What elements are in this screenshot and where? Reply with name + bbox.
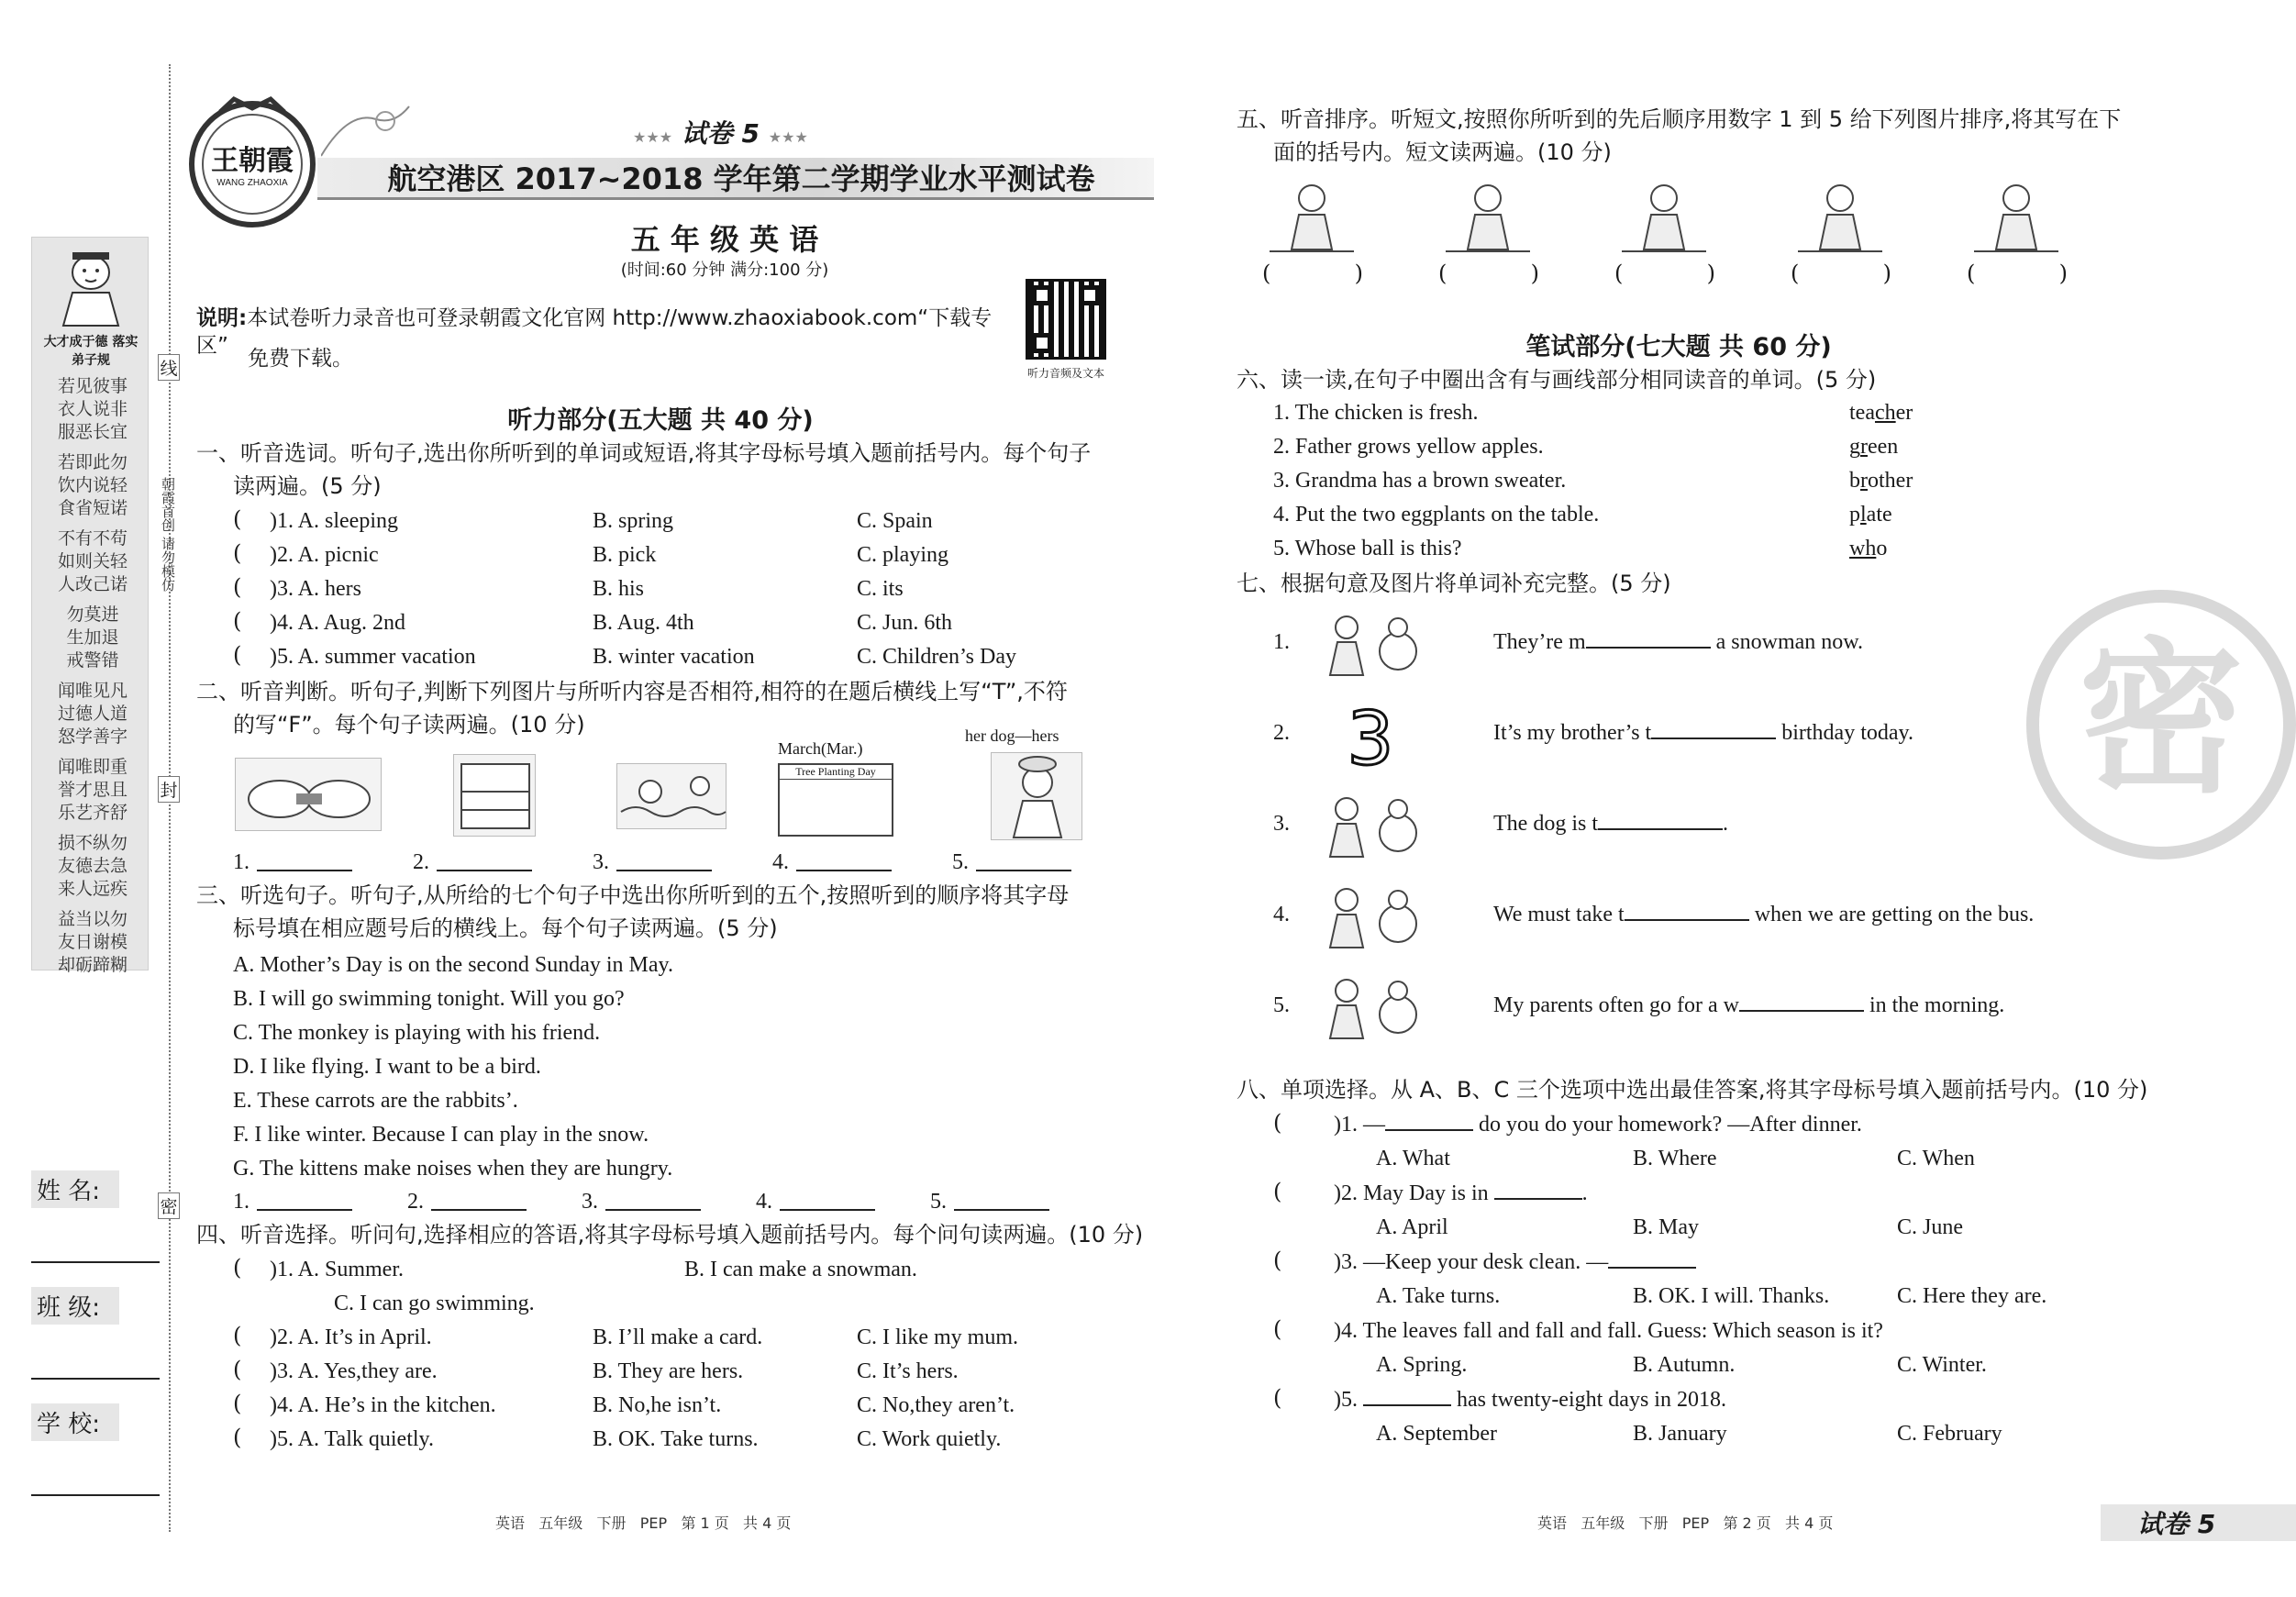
q6-word-underlined: wh bbox=[1849, 537, 1877, 560]
seal-char-xian: 线 bbox=[158, 354, 180, 381]
q8-question bbox=[1334, 1316, 1883, 1346]
q8-option-a: A. Take turns. bbox=[1376, 1284, 1501, 1308]
q7-sentence bbox=[1493, 900, 2034, 929]
q7-sentence bbox=[1493, 991, 2004, 1020]
name-field[interactable] bbox=[31, 1208, 160, 1263]
footer-tag: 试卷 5 bbox=[2137, 1509, 2216, 1539]
q7-text: in the morning. bbox=[1863, 993, 2005, 1017]
motto-line: 乐艺齐舒 bbox=[57, 803, 128, 823]
motto-line: 友日谢模 bbox=[57, 932, 128, 952]
q1-option-a: )1. A. sleeping bbox=[270, 509, 398, 533]
q8-question bbox=[1334, 1385, 1726, 1414]
q6-sentence: 5. Whose ball is this? bbox=[1273, 537, 1462, 560]
star-icon: ★★★ bbox=[768, 128, 808, 146]
motto-line: 过德人道 bbox=[57, 704, 128, 724]
q6-word-part: een bbox=[1868, 435, 1899, 459]
q3-title: 三、听选句子。听句子,从所给的七个句子中选出你所听到的五个,按照听到的顺序将其字母 bbox=[196, 882, 1070, 908]
q7-text: My parents often go for a bbox=[1493, 993, 1724, 1017]
q7-picture bbox=[1310, 878, 1438, 951]
q5-picture bbox=[1266, 176, 1358, 255]
logo-sub: WANG ZHAOXIA bbox=[216, 178, 288, 188]
q4-option-c: C. It’s hers. bbox=[857, 1359, 959, 1383]
q1-option-c: C. its bbox=[857, 577, 904, 601]
q6-title: 六、读一读,在句子中圈出含有与画线部分相同读音的单词。(5 分) bbox=[1237, 367, 1877, 393]
q6-sentence: 1. The chicken is fresh. bbox=[1273, 401, 1479, 425]
qr-code[interactable] bbox=[1026, 279, 1106, 360]
q8-answer-blank[interactable] bbox=[1385, 1111, 1473, 1131]
q5-picture bbox=[1794, 176, 1886, 255]
q7-picture bbox=[1310, 605, 1438, 679]
motto-line: 生加退 bbox=[66, 627, 119, 648]
motto-line: 闻唯即重 bbox=[57, 757, 128, 777]
motto-panel bbox=[31, 237, 149, 975]
note-line-2: 免费下载。 bbox=[248, 347, 353, 371]
q2-title-2: 的写“F”。每个句子读两遍。(10 分) bbox=[233, 712, 585, 738]
q6-word-part: p bbox=[1849, 503, 1860, 527]
q8-question-text: . bbox=[1581, 1181, 1588, 1205]
q3-number: 1. bbox=[233, 1190, 250, 1214]
answer-paren[interactable]: ( bbox=[233, 608, 242, 634]
motto-line: 衣人说非 bbox=[57, 399, 128, 419]
q8-option-c: C. Winter. bbox=[1897, 1353, 1987, 1377]
q3-answer-blank[interactable] bbox=[605, 1209, 701, 1211]
q2-number: 3. bbox=[593, 850, 609, 874]
q7-number: 4. bbox=[1273, 903, 1290, 926]
q8-question bbox=[1334, 1110, 1862, 1139]
motto-line: 戒警错 bbox=[66, 650, 119, 671]
q8-answer-blank[interactable] bbox=[1363, 1386, 1451, 1406]
q2-label-her-dog: her dog—hers bbox=[965, 726, 1059, 745]
q8-option-a: A. Spring. bbox=[1376, 1353, 1468, 1377]
motto-line: 闻唯见凡 bbox=[57, 681, 128, 701]
motto-title: 大才成于德 落实弟子规 bbox=[43, 335, 139, 368]
q8-option-b: B. Where bbox=[1633, 1147, 1717, 1170]
q7-title: 七、根据句意及图片将单词补充完整。(5 分) bbox=[1237, 571, 1671, 596]
answer-paren[interactable]: ( bbox=[233, 1255, 242, 1281]
q8-answer-blank[interactable] bbox=[1494, 1180, 1582, 1200]
q7-text: The dog is bbox=[1493, 812, 1592, 836]
q7-text: when we are getting on the bus. bbox=[1748, 903, 2035, 926]
scholar-figure bbox=[52, 245, 129, 329]
q7-number: 3. bbox=[1273, 812, 1290, 836]
q3-number: 5. bbox=[930, 1190, 947, 1214]
q7-sentence bbox=[1493, 809, 1728, 838]
brand-logo bbox=[183, 95, 321, 233]
q8-option-c: C. February bbox=[1897, 1422, 2002, 1446]
q4-option-b: B. I’ll make a card. bbox=[593, 1325, 763, 1349]
motto-line: 怒学善字 bbox=[57, 726, 128, 747]
q1-option-b: B. pick bbox=[593, 543, 657, 567]
q2-answer-blank[interactable] bbox=[437, 870, 532, 871]
q2-answer-blank[interactable] bbox=[976, 870, 1071, 871]
q8-option-c: C. June bbox=[1897, 1215, 1963, 1239]
q4-option-b: B. No,he isn’t. bbox=[593, 1393, 722, 1417]
q7-first-letter: t bbox=[1592, 812, 1598, 836]
q8-option-b: B. Autumn. bbox=[1633, 1353, 1736, 1377]
q1-option-c: C. Jun. 6th bbox=[857, 611, 953, 635]
answer-paren[interactable]: ( bbox=[1273, 1316, 1282, 1342]
q3-sentence: A. Mother’s Day is on the second Sunday in May. bbox=[233, 953, 673, 977]
q8-items bbox=[1273, 1110, 2246, 1458]
q7-sentence bbox=[1493, 718, 1913, 748]
q2-number: 1. bbox=[233, 850, 250, 874]
q3-sentence: E. These carrots are the rabbits’. bbox=[233, 1089, 518, 1113]
q3-number: 3. bbox=[582, 1190, 598, 1214]
q7-answer-blank[interactable] bbox=[1625, 901, 1749, 921]
footer-right: 英语 五年级 下册 PEP 第 2 页 共 4 页 bbox=[1537, 1514, 1834, 1532]
q2-number: 4. bbox=[772, 850, 789, 874]
answer-paren[interactable]: ( bbox=[1273, 1110, 1282, 1136]
q7-answer-blank[interactable] bbox=[1586, 628, 1711, 649]
time-info: (时间:60 分钟 满分:100 分) bbox=[620, 261, 829, 280]
q1-title: 一、听音选词。听句子,选出你所听到的单词或短语,将其字母标号填入题前括号内。每个句子 bbox=[196, 440, 1092, 466]
motto-line: 如则关轻 bbox=[57, 551, 128, 571]
q6-word-part: g bbox=[1849, 435, 1860, 459]
q4-title: 四、听音选择。听问句,选择相应的答语,将其字母标号填入题前括号内。每个问句读两遍。(10 分) bbox=[196, 1222, 1144, 1248]
q4-option-c: C. I can go swimming. bbox=[334, 1292, 535, 1315]
motto-line: 食省短诺 bbox=[57, 498, 128, 518]
q7-number: 5. bbox=[1273, 993, 1290, 1017]
q5-answer-paren[interactable]: ( ) bbox=[1614, 261, 1715, 286]
q5-picture bbox=[1618, 176, 1710, 255]
q3-answer-blank[interactable] bbox=[780, 1209, 875, 1211]
q6-word-part: other bbox=[1868, 469, 1913, 493]
answer-paren[interactable]: ( bbox=[233, 642, 242, 668]
q1-option-a: )3. A. hers bbox=[270, 577, 361, 601]
q3-sentences bbox=[233, 948, 1150, 1186]
q6-items bbox=[1273, 398, 2282, 572]
q4-option-a: )4. A. He’s in the kitchen. bbox=[270, 1393, 496, 1417]
q1-option-b: B. spring bbox=[593, 509, 674, 533]
q8-answer-blank[interactable] bbox=[1608, 1248, 1696, 1269]
q8-option-a: A. April bbox=[1376, 1215, 1448, 1239]
q7-first-letter: m bbox=[1568, 630, 1586, 654]
q4-option-c: C. Work quietly. bbox=[857, 1427, 1002, 1451]
q6-key-word bbox=[1849, 500, 1892, 529]
q7-picture bbox=[1310, 787, 1438, 860]
q1-option-c: C. Spain bbox=[857, 509, 933, 533]
motto-line: 服恶长宜 bbox=[57, 422, 128, 442]
q5-title-2: 面的括号内。短文读两遍。(10 分) bbox=[1273, 139, 1612, 165]
q6-word-part: ate bbox=[1866, 503, 1892, 527]
q2-picture-dogs bbox=[235, 758, 382, 831]
q2-picture-tree-planting bbox=[778, 763, 893, 837]
q5-answer-paren[interactable]: ( ) bbox=[1791, 261, 1891, 286]
motto-line: 誉才思且 bbox=[57, 780, 128, 800]
motto-line: 友德去急 bbox=[57, 856, 128, 876]
q1-option-c: C. playing bbox=[857, 543, 948, 567]
class-field[interactable] bbox=[31, 1325, 160, 1380]
q3-sentence: C. The monkey is playing with his friend. bbox=[233, 1021, 601, 1045]
q3-answer-blank[interactable] bbox=[431, 1209, 527, 1211]
answer-paren[interactable]: ( bbox=[1273, 1385, 1282, 1411]
q1-option-b: B. winter vacation bbox=[593, 645, 755, 669]
q4-option-c: C. No,they aren’t. bbox=[857, 1393, 1015, 1417]
q2-number: 2. bbox=[413, 850, 429, 874]
q4-option-a: )1. A. Summer. bbox=[270, 1258, 405, 1281]
q8-question bbox=[1334, 1179, 1588, 1208]
motto-line: 却砺蹄糊 bbox=[57, 955, 128, 975]
q7-answer-blank[interactable] bbox=[1651, 719, 1776, 739]
q8-option-a: A. What bbox=[1376, 1147, 1450, 1170]
motto-line: 人改己诺 bbox=[57, 574, 128, 594]
answer-paren[interactable]: ( bbox=[1273, 1179, 1282, 1204]
q3-number: 4. bbox=[756, 1190, 772, 1214]
paper-tag bbox=[633, 114, 808, 150]
seal-char-feng: 封 bbox=[158, 776, 180, 803]
motto-lines bbox=[45, 375, 140, 984]
class-label: 班 级: bbox=[31, 1287, 119, 1325]
q6-word-underlined: l bbox=[1860, 503, 1867, 527]
q3-sentence: F. I like winter. Because I can play in the snow. bbox=[233, 1123, 649, 1147]
q3-sentence: B. I will go swimming tonight. Will you go? bbox=[233, 987, 625, 1011]
listening-heading: 听力部分(五大题 共 40 分) bbox=[507, 406, 814, 435]
q1-items bbox=[233, 506, 1150, 681]
paper-tag-text: 试卷 5 bbox=[681, 118, 760, 149]
q5-picture bbox=[1970, 176, 2062, 255]
footer-left: 英语 五年级 下册 PEP 第 1 页 共 4 页 bbox=[495, 1514, 792, 1532]
watermark-seal bbox=[2024, 587, 2296, 862]
q8-option-c: C. When bbox=[1897, 1147, 1975, 1170]
q8-option-b: B. OK. I will. Thanks. bbox=[1633, 1284, 1830, 1308]
name-label: 姓 名: bbox=[31, 1170, 119, 1208]
q5-answer-paren[interactable]: ( ) bbox=[1967, 261, 2068, 286]
q7-text: They’re bbox=[1493, 630, 1569, 654]
q7-text: It’s my brother’s bbox=[1493, 721, 1646, 745]
note-label: 说明: bbox=[196, 306, 248, 330]
q6-word-part: o bbox=[1876, 537, 1888, 560]
star-icon: ★★★ bbox=[633, 128, 673, 146]
q6-sentence: 4. Put the two eggplants on the table. bbox=[1273, 503, 1600, 527]
q6-word-part: er bbox=[1895, 401, 1913, 425]
q6-key-word bbox=[1849, 398, 1913, 427]
watermark-char: 密 bbox=[2078, 624, 2244, 815]
seal-notice: 朝霞首创 请勿模仿 bbox=[160, 477, 176, 592]
q1-option-a: )5. A. summer vacation bbox=[270, 645, 476, 669]
q6-key-word bbox=[1849, 466, 1913, 495]
q8-question-text: do you do your homework? —After dinner. bbox=[1473, 1113, 1862, 1137]
q3-sentence: G. The kittens make noises when they are hungry. bbox=[233, 1157, 673, 1181]
q3-title-2: 标号填在相应题号后的横线上。每个句子读两遍。(5 分) bbox=[233, 915, 778, 941]
q2-label-march: March(Mar.) bbox=[778, 739, 863, 758]
q3-answer-blank[interactable] bbox=[954, 1209, 1049, 1211]
q7-answer-blank[interactable] bbox=[1598, 810, 1723, 830]
q4-option-b: B. OK. Take turns. bbox=[593, 1427, 759, 1451]
seal-char-mi: 密 bbox=[158, 1192, 180, 1219]
q2-blanks bbox=[233, 848, 1150, 879]
qr-caption: 听力音频及文本 bbox=[1026, 367, 1104, 380]
q4-option-b: B. They are hers. bbox=[593, 1359, 744, 1383]
q7-picture bbox=[1310, 969, 1438, 1042]
q4-option-a: )3. A. Yes,they are. bbox=[270, 1359, 438, 1383]
q6-word-underlined: r bbox=[1860, 469, 1868, 493]
q6-word-part: tea bbox=[1849, 401, 1875, 425]
motto-line: 勿莫进 bbox=[66, 604, 119, 625]
q1-option-b: B. his bbox=[593, 577, 645, 601]
answer-paren[interactable]: ( bbox=[233, 506, 242, 532]
q2-picture-swimming bbox=[616, 763, 727, 829]
q2-label-tree-planting: Tree Planting Day bbox=[780, 765, 892, 780]
q6-word-underlined: r bbox=[1860, 435, 1868, 459]
q3-sentence: D. I like flying. I want to be a bird. bbox=[233, 1055, 541, 1079]
school-field[interactable] bbox=[31, 1441, 160, 1496]
answer-paren[interactable]: ( bbox=[233, 1357, 242, 1382]
q7-first-letter: t bbox=[1645, 721, 1652, 745]
q6-sentence: 3. Grandma has a brown sweater. bbox=[1273, 469, 1567, 493]
motto-line: 饮内说轻 bbox=[57, 475, 128, 495]
q8-title: 八、单项选择。从 A、B、C 三个选项中选出最佳答案,将其字母标号填入题前括号内。(10 分) bbox=[1237, 1077, 2148, 1103]
q8-question-text: has twenty-eight days in 2018. bbox=[1451, 1388, 1726, 1412]
q2-title: 二、听音判断。听句子,判断下列图片与所听内容是否相符,相符的在题后横线上写“T”,不符 bbox=[196, 679, 1068, 704]
motto-line: 益当以勿 bbox=[57, 909, 128, 929]
q7-digit-picture: 3 bbox=[1347, 696, 1394, 782]
exam-title: 航空港区 2017~2018 学年第二学期学业水平测试卷 bbox=[387, 161, 1095, 196]
q2-number: 5. bbox=[952, 850, 969, 874]
subject-title: 五 年 级 英 语 bbox=[630, 222, 819, 257]
student-info bbox=[31, 1170, 160, 1496]
motto-line: 若见彼事 bbox=[57, 376, 128, 396]
q6-word-underlined: ch bbox=[1874, 401, 1896, 425]
q2-picture-girl-dog bbox=[991, 752, 1082, 840]
q5-title: 五、听音排序。听短文,按照你所听到的先后顺序用数字 1 到 5 给下列图片排序,将其写在下 bbox=[1237, 106, 2122, 132]
q5-pictures bbox=[1262, 176, 2183, 295]
answer-paren[interactable]: ( bbox=[233, 1425, 242, 1450]
q2-answer-blank[interactable] bbox=[796, 870, 892, 871]
q1-option-a: )4. A. Aug. 2nd bbox=[270, 611, 406, 635]
q4-option-a: )2. A. It’s in April. bbox=[270, 1325, 432, 1349]
motto-line: 不有不苟 bbox=[57, 528, 128, 549]
answer-paren[interactable]: ( bbox=[233, 540, 242, 566]
q8-question-text: )2. May Day is in bbox=[1334, 1181, 1494, 1205]
motto-line: 若即此勿 bbox=[57, 452, 128, 472]
q1-title-2: 读两遍。(5 分) bbox=[233, 473, 382, 499]
answer-paren[interactable]: ( bbox=[233, 574, 242, 600]
q7-sentence bbox=[1493, 627, 1863, 657]
q7-number: 1. bbox=[1273, 630, 1290, 654]
q6-key-word bbox=[1849, 534, 1887, 563]
q6-sentence: 2. Father grows yellow apples. bbox=[1273, 435, 1544, 459]
school-label: 学 校: bbox=[31, 1403, 119, 1441]
q5-picture bbox=[1442, 176, 1534, 255]
q2-answer-blank[interactable] bbox=[616, 870, 712, 871]
q1-option-a: )2. A. picnic bbox=[270, 543, 379, 567]
q6-key-word bbox=[1849, 432, 1898, 461]
q1-option-b: B. Aug. 4th bbox=[593, 611, 694, 635]
q8-question-text: )1. — bbox=[1334, 1113, 1385, 1137]
answer-paren[interactable]: ( bbox=[233, 1391, 242, 1416]
q2-answer-blank[interactable] bbox=[257, 870, 352, 871]
q7-text: . bbox=[1723, 812, 1728, 836]
q1-option-c: C. Children’s Day bbox=[857, 645, 1016, 669]
motto-line: 损不纵勿 bbox=[57, 833, 128, 853]
q4-option-c: C. I like my mum. bbox=[857, 1325, 1018, 1349]
answer-paren[interactable]: ( bbox=[233, 1323, 242, 1348]
q7-text: We must take bbox=[1493, 903, 1619, 926]
q7-number: 2. bbox=[1273, 721, 1290, 745]
logo-text: 王朝霞 bbox=[211, 145, 294, 177]
motto-line: 来人远疾 bbox=[57, 879, 128, 899]
answer-paren[interactable]: ( bbox=[1273, 1248, 1282, 1273]
q3-number: 2. bbox=[407, 1190, 424, 1214]
q8-question-text: )4. The leaves fall and fall and fall. Guess: Which season is it? bbox=[1334, 1319, 1883, 1343]
q7-first-letter: w bbox=[1723, 993, 1739, 1017]
q4-items bbox=[233, 1255, 1150, 1462]
q5-answer-paren[interactable]: ( ) bbox=[1262, 261, 1363, 286]
q8-option-a: A. September bbox=[1376, 1422, 1497, 1446]
q4-option-a: )5. A. Talk quietly. bbox=[270, 1427, 434, 1451]
q3-blanks bbox=[233, 1187, 1150, 1218]
written-heading: 笔试部分(七大题 共 60 分) bbox=[1525, 333, 1832, 361]
q6-word-part: b bbox=[1849, 469, 1860, 493]
q7-text: birthday today. bbox=[1776, 721, 1913, 745]
q8-option-c: C. Here they are. bbox=[1897, 1284, 2047, 1308]
q2-picture-shop bbox=[453, 754, 536, 837]
q8-option-b: B. January bbox=[1633, 1422, 1727, 1446]
q3-answer-blank[interactable] bbox=[257, 1209, 352, 1211]
note-text: 本试卷听力录音也可登录朝霞文化官网 http://www.zhaoxiabook.com“下载专区” bbox=[196, 306, 993, 358]
q7-answer-blank[interactable] bbox=[1739, 992, 1864, 1012]
q5-answer-paren[interactable]: ( ) bbox=[1438, 261, 1539, 286]
q7-first-letter: t bbox=[1618, 903, 1625, 926]
q4-option-b: B. I can make a snowman. bbox=[684, 1258, 917, 1281]
q8-question-text: )3. —Keep your desk clean. — bbox=[1334, 1250, 1609, 1274]
q8-option-b: B. May bbox=[1633, 1215, 1699, 1239]
ribbon-decor bbox=[321, 101, 413, 165]
q8-question-text: )5. bbox=[1334, 1388, 1363, 1412]
q7-text: a snowman now. bbox=[1710, 630, 1864, 654]
q8-question bbox=[1334, 1248, 1696, 1277]
